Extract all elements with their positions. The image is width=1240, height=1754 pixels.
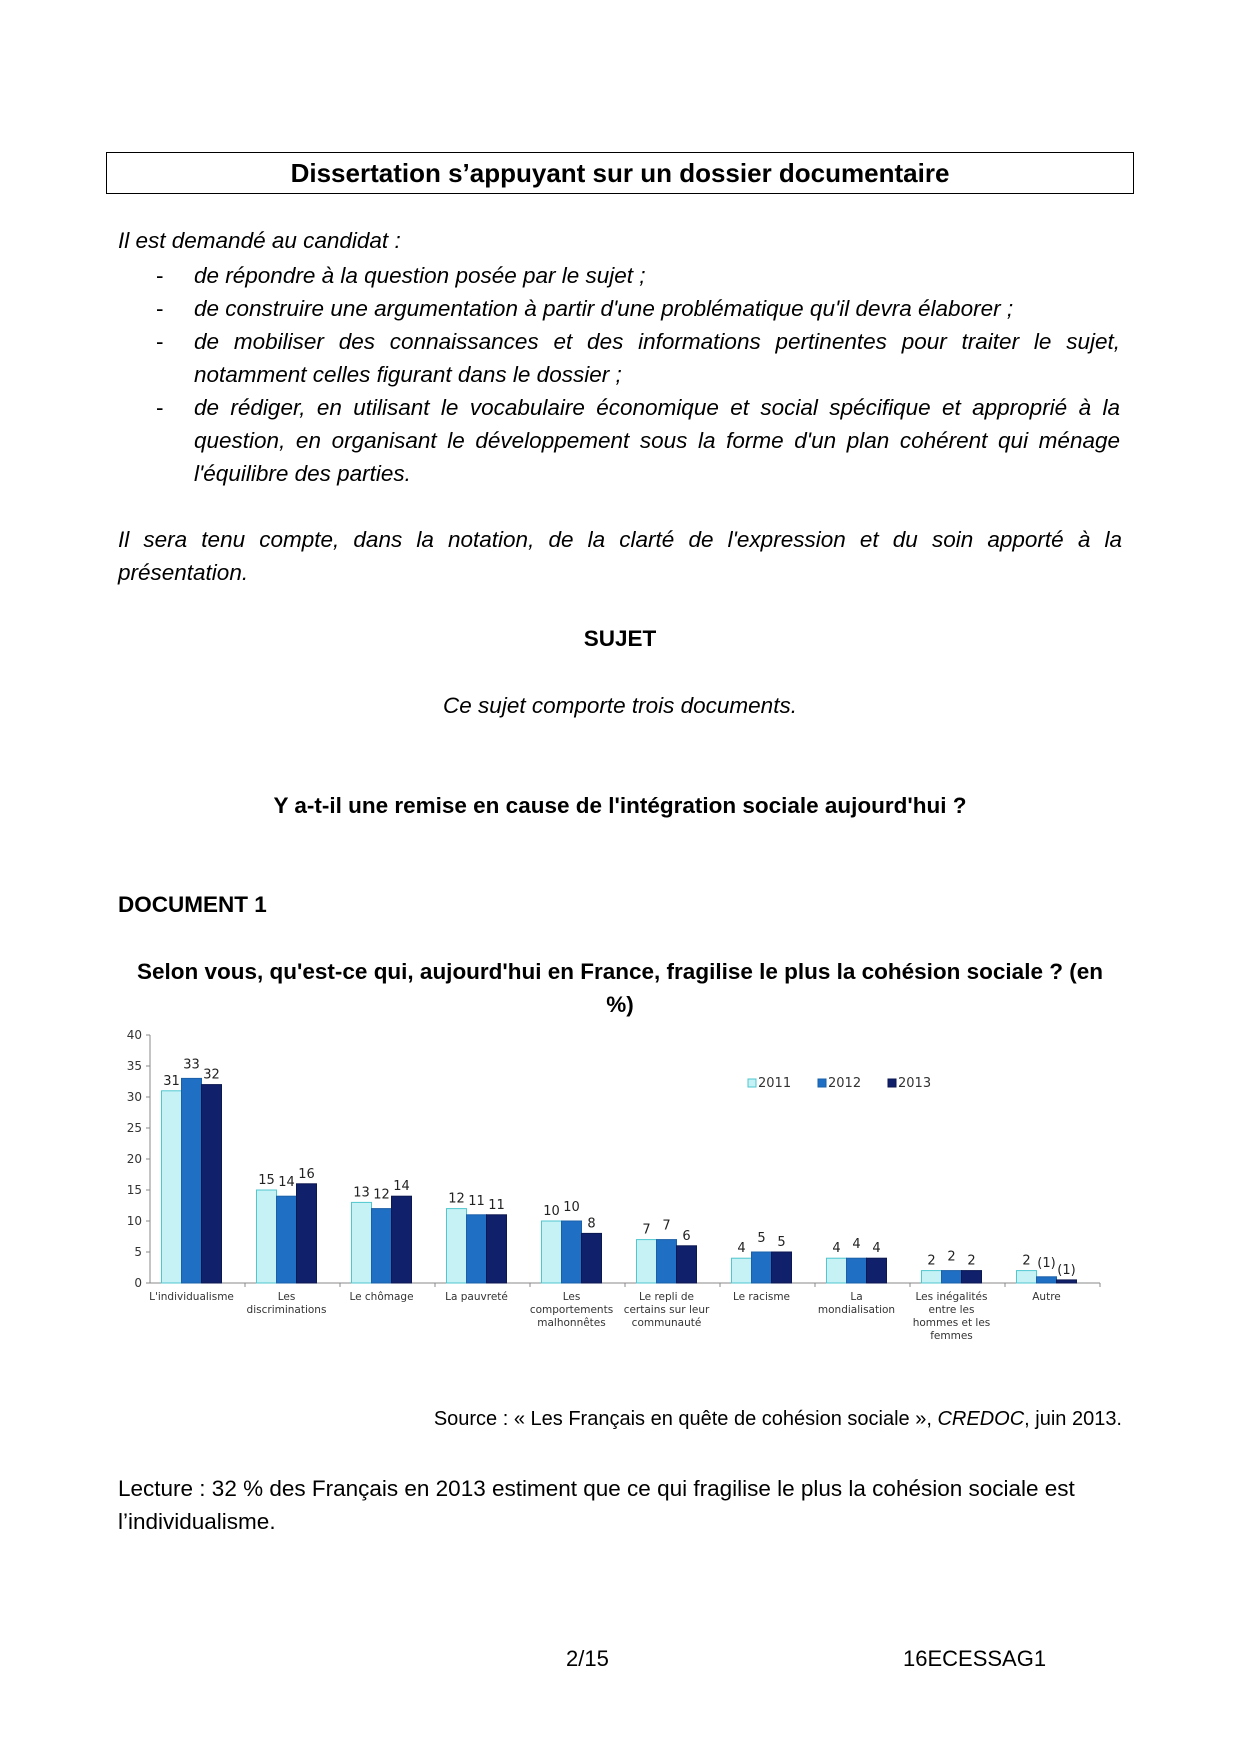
data-label: 16 bbox=[298, 1166, 315, 1182]
legend-swatch bbox=[888, 1079, 896, 1087]
x-tick-label: Le racisme bbox=[732, 1291, 791, 1303]
x-tick-label: Le repli de bbox=[639, 1291, 694, 1303]
bar-2013 bbox=[487, 1215, 507, 1283]
bar-2011 bbox=[922, 1271, 942, 1283]
x-tick-label: comportements bbox=[529, 1304, 614, 1316]
x-tick-label: Les inégalités bbox=[915, 1291, 988, 1303]
bar-2011 bbox=[447, 1209, 467, 1283]
bar-chart bbox=[120, 1025, 1120, 1355]
instructions-list bbox=[150, 259, 1120, 490]
bar-2011 bbox=[1017, 1271, 1037, 1283]
sujet-question: Y a-t-il une remise en cause de l'intégration sociale aujourd'hui ? bbox=[273, 793, 967, 818]
bar-2012 bbox=[657, 1240, 677, 1283]
x-tick-label: Les bbox=[277, 1291, 296, 1303]
bar-2012 bbox=[372, 1209, 392, 1283]
x-tick-label: L'individualisme bbox=[149, 1291, 234, 1303]
bar-2011 bbox=[732, 1258, 752, 1283]
y-tick-label: 5 bbox=[134, 1245, 142, 1259]
bar-2013 bbox=[1057, 1280, 1077, 1283]
y-tick-label: 35 bbox=[126, 1059, 142, 1073]
chart-reading-note: Lecture : 32 % des Français en 2013 estiment que ce qui fragilise le plus la cohésion sociale est l’individualisme. bbox=[118, 1476, 1075, 1534]
x-tick-label: certains sur leur bbox=[623, 1304, 710, 1316]
x-tick-label: femmes bbox=[930, 1330, 973, 1342]
document-label: DOCUMENT 1 bbox=[118, 892, 267, 917]
data-label: 32 bbox=[203, 1067, 220, 1083]
data-label: 4 bbox=[852, 1237, 861, 1253]
data-label: 8 bbox=[587, 1216, 596, 1232]
data-label: 31 bbox=[163, 1073, 180, 1089]
list-item: - de répondre à la question posée par le sujet ; bbox=[156, 263, 646, 288]
document-code: 16ECESSAG1 bbox=[903, 1646, 1047, 1671]
data-label: 11 bbox=[488, 1197, 505, 1213]
x-tick-label: malhonnêtes bbox=[537, 1317, 606, 1329]
bar-2013 bbox=[582, 1233, 602, 1283]
x-tick-label: La pauvreté bbox=[445, 1291, 508, 1303]
bar-2012 bbox=[1037, 1277, 1057, 1283]
x-tick-label: Le chômage bbox=[349, 1291, 414, 1303]
y-tick-label: 25 bbox=[126, 1121, 142, 1135]
x-tick-label: communauté bbox=[631, 1317, 702, 1329]
data-label: 33 bbox=[183, 1057, 200, 1073]
data-label: 6 bbox=[682, 1228, 691, 1244]
bar-2012 bbox=[182, 1078, 202, 1283]
x-tick-label: discriminations bbox=[246, 1304, 327, 1316]
data-label: 11 bbox=[468, 1193, 485, 1209]
data-label: 13 bbox=[353, 1185, 370, 1201]
x-tick-label: mondialisation bbox=[817, 1304, 896, 1316]
data-label: 2 bbox=[1022, 1253, 1031, 1269]
chart-title: Selon vous, qu'est-ce qui, aujourd'hui en France, fragilise le plus la cohésion sociale ? (en %) bbox=[137, 959, 1103, 1017]
legend-swatch bbox=[748, 1079, 756, 1087]
x-tick-label: La bbox=[850, 1291, 863, 1303]
y-tick-label: 30 bbox=[126, 1090, 142, 1104]
y-tick-label: 10 bbox=[126, 1214, 142, 1228]
list-item: - de mobiliser des connaissances et des informations pertinentes pour traiter le sujet, notamment celles figurant dans le dossier ; bbox=[156, 329, 1120, 387]
bar-2013 bbox=[677, 1246, 697, 1283]
data-label: 14 bbox=[278, 1175, 295, 1191]
legend-label: 2011 bbox=[758, 1076, 792, 1091]
bar-2012 bbox=[847, 1258, 867, 1283]
y-tick-label: 40 bbox=[126, 1028, 142, 1042]
x-tick-label: entre les bbox=[928, 1304, 975, 1316]
data-label: (1) bbox=[1057, 1262, 1076, 1278]
y-tick-label: 20 bbox=[126, 1152, 142, 1166]
legend-label: 2013 bbox=[898, 1076, 932, 1091]
bar-2012 bbox=[942, 1271, 962, 1283]
data-label: 4 bbox=[832, 1241, 841, 1257]
bar-2011 bbox=[827, 1258, 847, 1283]
legend-label: 2012 bbox=[828, 1076, 862, 1091]
data-label: 2 bbox=[927, 1253, 936, 1269]
data-label: 14 bbox=[393, 1179, 410, 1195]
bar-2012 bbox=[752, 1252, 772, 1283]
bar-2013 bbox=[962, 1271, 982, 1283]
data-label: 4 bbox=[872, 1241, 881, 1257]
data-label: (1) bbox=[1037, 1255, 1056, 1271]
data-label: 2 bbox=[967, 1253, 976, 1269]
list-item: - de construire une argumentation à partir d'une problématique qu'il devra élaborer ; bbox=[156, 296, 1014, 321]
list-item: - de rédiger, en utilisant le vocabulaire économique et social spécifique et approprié à la question, en organisant le développement sous la forme d'un plan cohérent qui ménage l'équilibre des parties. bbox=[156, 395, 1120, 486]
instructions-note: Il sera tenu compte, dans la notation, de la clarté de l'expression et du soin apporté à la présentation. bbox=[118, 527, 1122, 585]
data-label: 5 bbox=[757, 1231, 766, 1246]
x-tick-label: hommes et les bbox=[912, 1317, 991, 1329]
bar-2012 bbox=[467, 1215, 487, 1283]
sujet-heading: SUJET bbox=[583, 626, 657, 651]
page-number: 2/15 bbox=[566, 1646, 609, 1671]
data-label: 12 bbox=[448, 1191, 465, 1207]
data-label: 15 bbox=[258, 1173, 275, 1188]
instructions-intro: Il est demandé au candidat : bbox=[118, 228, 401, 253]
data-label: 7 bbox=[642, 1222, 651, 1238]
bar-2011 bbox=[352, 1202, 372, 1283]
bar-2011 bbox=[257, 1190, 277, 1283]
bar-2013 bbox=[202, 1085, 222, 1283]
bar-2011 bbox=[542, 1221, 562, 1283]
page-title: Dissertation s’appuyant sur un dossier documentaire bbox=[106, 152, 1134, 194]
bar-2011 bbox=[162, 1091, 182, 1283]
x-tick-label: Les bbox=[562, 1291, 581, 1303]
y-tick-label: 0 bbox=[134, 1276, 142, 1290]
data-label: 7 bbox=[662, 1218, 671, 1234]
bar-2013 bbox=[297, 1184, 317, 1283]
bar-2013 bbox=[392, 1196, 412, 1283]
sujet-comporte: Ce sujet comporte trois documents. bbox=[443, 693, 797, 718]
legend-swatch bbox=[818, 1079, 826, 1087]
bar-2012 bbox=[562, 1221, 582, 1283]
y-tick-label: 15 bbox=[126, 1183, 142, 1197]
bar-2013 bbox=[772, 1252, 792, 1283]
data-label: 10 bbox=[543, 1204, 560, 1219]
bar-2013 bbox=[867, 1258, 887, 1283]
chart-source: Source : « Les Français en quête de cohésion sociale », CREDOC, juin 2013. bbox=[433, 1408, 1122, 1430]
data-label: 4 bbox=[737, 1241, 746, 1257]
data-label: 5 bbox=[777, 1235, 786, 1250]
x-tick-label: Autre bbox=[1032, 1291, 1061, 1303]
bar-2012 bbox=[277, 1196, 297, 1283]
data-label: 12 bbox=[373, 1187, 390, 1203]
bar-2011 bbox=[637, 1240, 657, 1283]
data-label: 10 bbox=[563, 1200, 580, 1215]
data-label: 2 bbox=[947, 1249, 956, 1265]
